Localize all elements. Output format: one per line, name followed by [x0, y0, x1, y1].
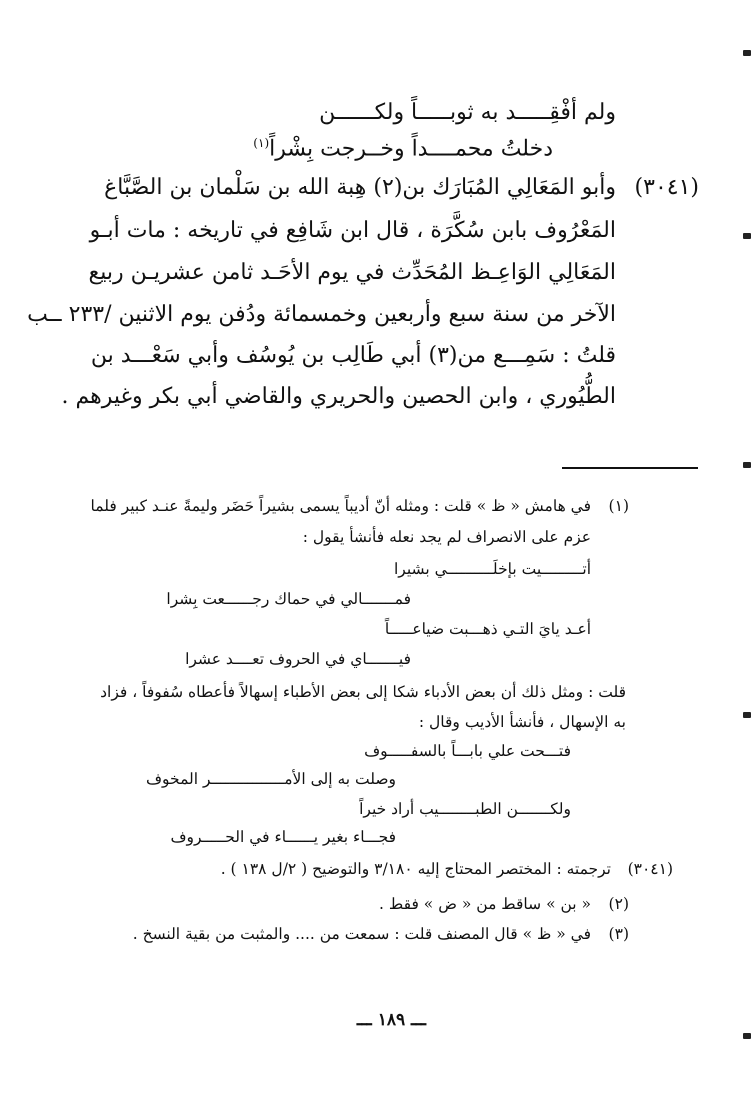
footnote-1-cont-2: به الإسهال ، فأنشأ الأديب وقال :	[418, 713, 626, 731]
entry-line-6: الطُّيُوري ، وابن الحصين والحريري والقاضي أبي بكر وغيرهم .	[61, 384, 616, 409]
biography-marker: (٣٠٤١)	[627, 860, 673, 878]
poem2-line-4: فجـــاء بغير يــــــاء في الحـــــروف	[170, 828, 396, 846]
footnote-2-marker: (٢)	[608, 895, 629, 913]
poem1-line-1: أتـــــــــيت بإخلَــــــــــي بشيرا	[394, 560, 591, 578]
footnote-1-marker: (١)	[608, 497, 629, 515]
scan-edge-mark	[743, 1033, 751, 1039]
page-number: ـــ ١٨٩ ـــ	[356, 1010, 426, 1030]
entry-line-3: المَعَالِي الوَاعِـظ المُحَدِّث في يوم الأحَـد ثامن عشريـن ربيع	[88, 260, 616, 285]
verse-line-2-text: دخلتُ محمــــداً وخــرجت بِشْراً	[269, 136, 553, 162]
poem2-line-1: فتـــحت علي بابـــاً بالسفـــــوف	[364, 742, 571, 760]
poem2-line-2: وصلت به إلى الأمــــــــــــــــر المخوف	[145, 770, 396, 788]
footnote-1-line-2: عزم على الانصراف لم يجد نعله فأنشأ يقول :	[302, 528, 591, 546]
entry-line-1: وأبو المَعَالِي المُبَارَك بن(٢) هِبة الله بن سَلْمان بن الصَّبَّاغ	[104, 175, 616, 200]
poem1-line-3: أعـد يايَ التـي ذهـــبت ضياعـــــاً	[384, 620, 591, 638]
footnote-2-text: « بن » ساقط من « ض » فقط .	[379, 895, 591, 913]
poem2-line-3: ولكـــــــن الطبــــــــيب أراد خيراً	[359, 800, 571, 818]
footnote-ref-1: (١)	[253, 136, 270, 150]
scan-edge-mark	[743, 712, 751, 718]
scan-edge-mark	[743, 50, 751, 56]
poem1-line-4: فيـــــــاي في الحروف تعــــد عشرا	[185, 650, 411, 668]
scan-edge-mark	[743, 462, 751, 468]
verse-line-2	[253, 136, 553, 161]
poem1-line-2: فمـــــــالي في حماك رجــــــعت بِشرا	[166, 590, 411, 608]
entry-line-2: المَعْرُوف بابن سُكَّرَة ، قال ابن شَافِع في تاريخه : مات أبـو	[89, 218, 616, 243]
footnote-separator	[562, 467, 698, 469]
footnote-3-text: في « ظ » قال المصنف قلت : سمعت من .... والمثبت من بقية النسخ .	[132, 925, 591, 943]
footnote-1-cont-1: قلت : ومثل ذلك أن بعض الأدباء شكا إلى بعض الأطباء إسهالاً فأعطاه سُفوفاً ، فزاد	[100, 683, 626, 701]
footnote-3-marker: (٣)	[608, 925, 629, 943]
biography-sources: ترجمته : المختصر المحتاج إليه ٣/١٨٠ والتوضيح ( ٢/ل ١٣٨ ) .	[220, 860, 611, 878]
entry-number: (٣٠٤١)	[634, 175, 699, 200]
entry-line-4: الآخر من سنة سبع وأربعين وخمسمائة ودُفن يوم الاثنين /٢٣٣ ــب	[27, 302, 616, 327]
entry-line-5: قلتُ : سَمِـــع من(٣) أبي طَالِب بن يُوسُف وأبي سَعْـــد بن	[90, 343, 616, 368]
verse-line-1: ولم أفْقِـــــد به ثوبـــــاً ولكــــــن	[319, 100, 616, 125]
scan-edge-mark	[743, 233, 751, 239]
footnote-1-line-1: في هامش « ظ » قلت : ومثله أنّ أديباً يسمى بشيراً حَضَر وليمةً عنـد كبير فلما	[90, 497, 591, 515]
